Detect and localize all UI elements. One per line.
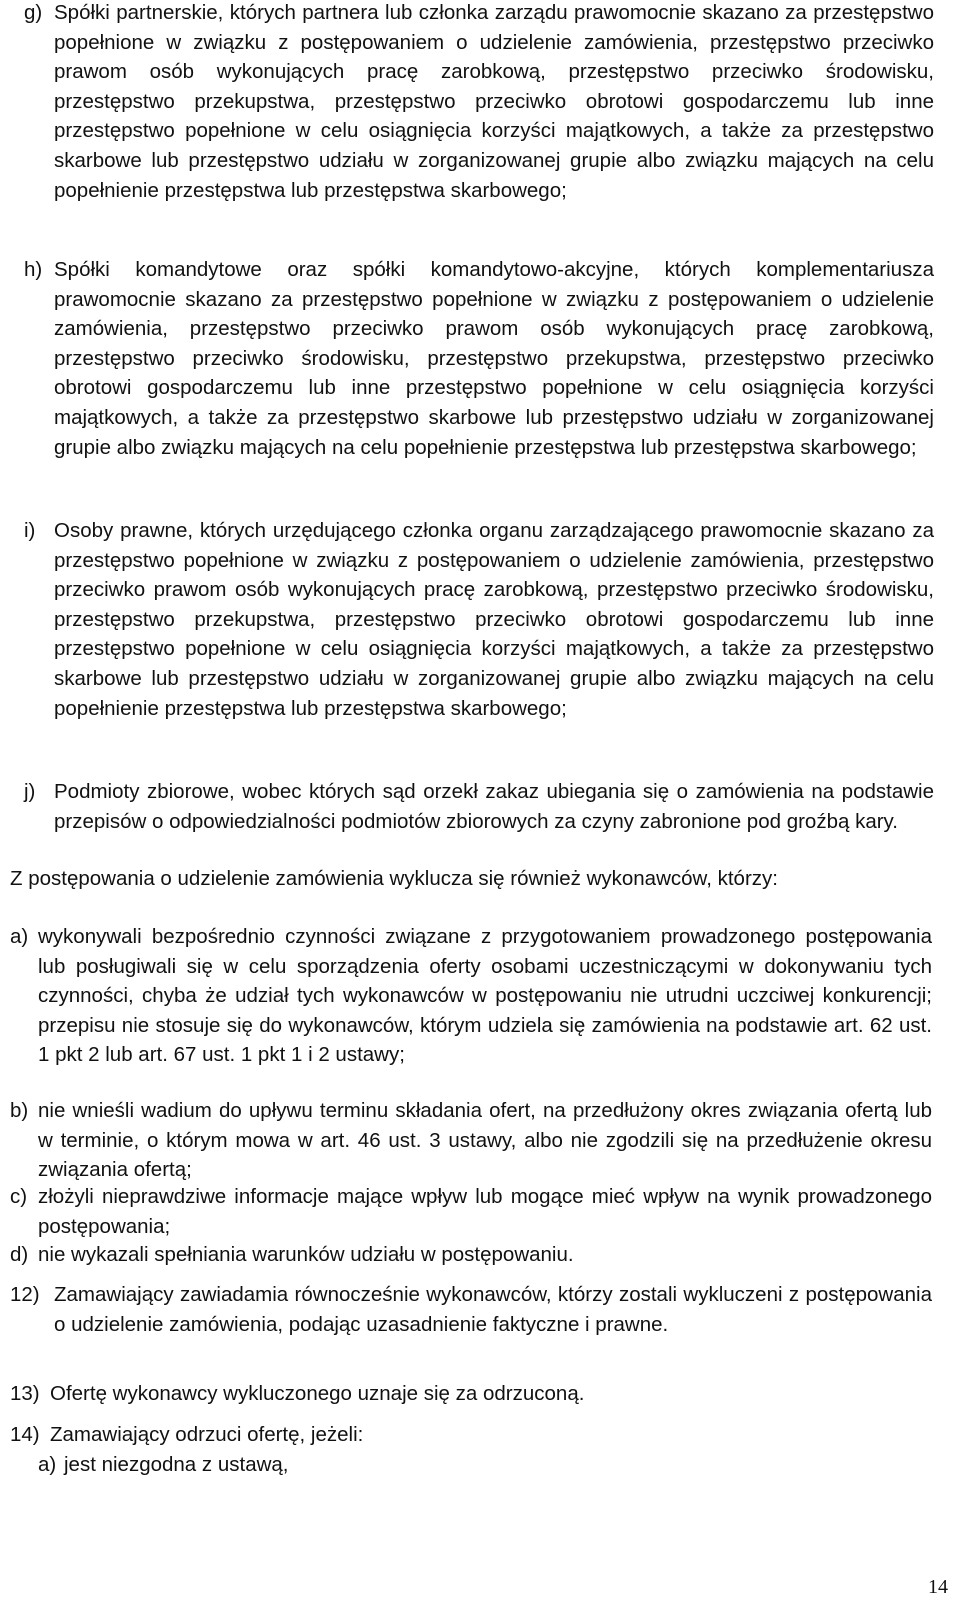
exclusion-intro: Z postępowania o udzielenie zamówienia wyklucza się również wykonawców, którzy: (10, 867, 778, 890)
item-text: Podmioty zbiorowe, wobec których sąd orzekł zakaz ubiegania się o zamówienia na podstawie przepisów o odpowiedzialności podmiotów zbiorowych za czyny zabronione pod groźbą kary. (54, 780, 934, 833)
list-item-i (24, 516, 934, 723)
item-label: c) (10, 1185, 28, 1208)
item-text: jest niezgodna z ustawą, (64, 1453, 289, 1476)
section-14 (10, 1420, 932, 1450)
section-label: 12) (10, 1283, 40, 1306)
item-text: Spółki komandytowe oraz spółki komandytowo-akcyjne, których komplementariusza prawomocnie skazano za przestępstwo popełnione w związku z postępowaniem o udzielenie zamówienia, przestępstwo przeciwko prawom osób wykonujących pracę zarobkową, przestępstwo przeciwko środowisku, przestępstwo przekupstwa, przestępstwo przeciwko obrotowi gospodarczemu lub inne przestępstwo popełnione w celu osiągnięcia korzyści majątkowych, a także za przestępstwo skarbowe lub przestępstwo udziału w zorganizowanej grupie albo związku mających na celu popełnienie przestępstwa lub przestępstwa skarbowego; (54, 258, 934, 459)
item-label: h) (24, 258, 43, 281)
section-text: Zamawiający zawiadamia równocześnie wykonawców, którzy zostali wykluczeni z postępowania o udzielenie zamówienia, podając uzasadnienie faktyczne i prawne. (54, 1283, 932, 1336)
item-label: i) (24, 519, 36, 542)
section-14-item-a (38, 1450, 918, 1480)
section-text: Zamawiający odrzuci ofertę, jeżeli: (50, 1423, 364, 1446)
list-item-g (24, 0, 934, 205)
item-text: Spółki partnerskie, których partnera lub członka zarządu prawomocnie skazano za przestępstwo popełnione w związku z postępowaniem o udzielenie zamówienia, przestępstwo przeciwko prawom osób wykonujących pracę zarobkową, przestępstwo przeciwko środowisku, przestępstwo przekupstwa, przestępstwo przeciwko obrotowi gospodarczemu lub inne przestępstwo popełnione w celu osiągnięcia korzyści majątkowych, a także za przestępstwo skarbowe lub przestępstwo udziału w zorganizowanej grupie albo związku mających na celu popełnienie przestępstwa lub przestępstwa skarbowego; (54, 1, 934, 202)
section-label: 13) (10, 1382, 40, 1405)
item-text: Osoby prawne, których urzędującego członka organu zarządzającego prawomocnie skazano za przestępstwo popełnione w związku z postępowaniem o udzielenie zamówienia, przestępstwo przeciwko prawom osób wykonujących pracę zarobkową, przestępstwo przeciwko środowisku, przestępstwo przekupstwa, przestępstwo przeciwko obrotowi gospodarczemu lub inne przestępstwo popełnione w celu osiągnięcia korzyści majątkowych, a także za przestępstwo skarbowe lub przestępstwo udziału w zorganizowanej grupie albo związku mających na celu popełnienie przestępstwa lub przestępstwa skarbowego; (54, 519, 934, 720)
list-item-c (10, 1182, 932, 1241)
list-item-d (10, 1240, 932, 1270)
item-label: j) (24, 780, 36, 803)
list-item-a (10, 922, 932, 1070)
list-item-j (24, 777, 934, 836)
list-item-h (24, 255, 934, 462)
item-label: g) (24, 1, 43, 24)
section-label: 14) (10, 1423, 40, 1446)
list-item-b (10, 1096, 932, 1185)
item-label: b) (10, 1099, 29, 1122)
item-label: d) (10, 1243, 29, 1266)
item-label: a) (10, 925, 29, 948)
item-text: złożyli nieprawdziwe informacje mające wpływ lub mogące mieć wpływ na wynik prowadzonego postępowania; (38, 1185, 932, 1238)
item-text: nie wnieśli wadium do upływu terminu składania ofert, na przedłużony okres związania ofertą lub w terminie, o którym mowa w art. 46 ust. 3 ustawy, albo nie zgodzili się na przedłużenie okresu związania ofertą; (38, 1099, 932, 1182)
section-text: Ofertę wykonawcy wykluczonego uznaje się za odrzuconą. (50, 1382, 585, 1405)
page-number: 14 (928, 1576, 948, 1598)
item-text: nie wykazali spełniania warunków udziału w postępowaniu. (38, 1243, 574, 1266)
item-text: wykonywali bezpośrednio czynności związane z przygotowaniem prowadzonego postępowania lub posługiwali się w celu sporządzenia oferty osobami uczestniczącymi w dokonywaniu tych czynności, chyba że udział tych wykonawców w postępowaniu nie utrudni uczciwej konkurencji; przepisu nie stosuje się do wykonawców, którym udziela się zamówienia na podstawie art. 62 ust. 1 pkt 2 lub art. 67 ust. 1 pkt 1 i 2 ustawy; (38, 925, 932, 1067)
section-13 (10, 1379, 932, 1409)
item-label: a) (38, 1453, 57, 1476)
section-12 (10, 1280, 932, 1339)
